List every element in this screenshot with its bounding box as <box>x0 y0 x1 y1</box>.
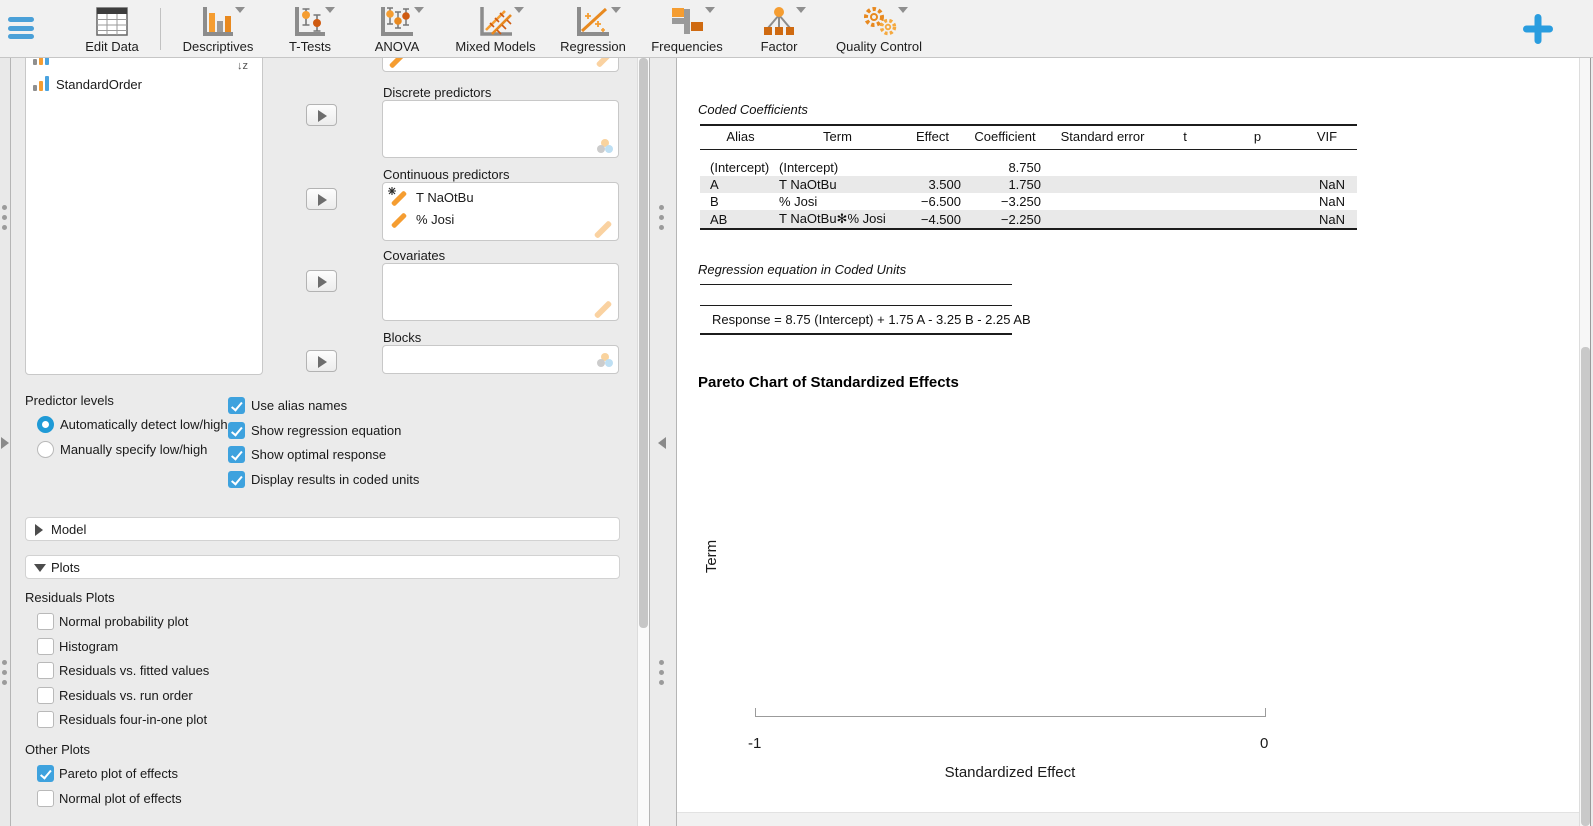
toolbar-item-label: Edit Data <box>85 39 139 54</box>
table-row <box>700 176 1357 193</box>
available-variables-list[interactable] <box>25 48 263 375</box>
cell <box>1045 176 1160 193</box>
column-header: Standard error <box>1045 125 1160 150</box>
cell: 8.750 <box>1008 160 1041 175</box>
panel-drag-handle[interactable] <box>659 205 666 235</box>
scale-type-hint-icon <box>594 220 612 238</box>
assign-covariates-button[interactable] <box>306 270 337 292</box>
cell <box>1210 193 1305 210</box>
checkbox-residuals-vs-run-order[interactable] <box>37 687 54 704</box>
other-plots-label: Other Plots <box>25 742 91 757</box>
cell: NaN <box>1305 176 1357 193</box>
toolbar-item-anova[interactable] <box>357 2 437 56</box>
checkbox-show-optimal-response-label[interactable]: Show optimal response <box>251 447 387 462</box>
chevron-right-icon <box>35 524 43 536</box>
cell: 3.500 <box>900 176 965 193</box>
checkbox-normal-plot-of-effects[interactable] <box>37 790 54 807</box>
cell: (Intercept) <box>710 160 770 175</box>
toolbar-item-t-tests[interactable] <box>270 2 350 56</box>
cell <box>1305 150 1357 177</box>
covariates-label: Covariates <box>383 248 446 263</box>
checkbox-use-alias-names-label[interactable]: Use alias names <box>251 398 348 413</box>
assign-continuous-button[interactable] <box>306 188 337 210</box>
toolbar-item-label: Frequencies <box>651 39 723 54</box>
toolbar-item-mixed-models[interactable] <box>448 2 543 56</box>
anova-icon <box>357 2 437 38</box>
chevron-down-icon[interactable] <box>796 7 806 13</box>
cell <box>1160 210 1210 229</box>
add-analysis-plus-icon[interactable] <box>1522 13 1554 45</box>
cell: −6.500 <box>920 194 961 209</box>
chevron-down-icon[interactable] <box>898 7 908 13</box>
radio-manual-specify-label[interactable]: Manually specify low/high <box>60 442 208 457</box>
checkbox-residuals-vs-fitted[interactable] <box>37 662 54 679</box>
regression-icon <box>548 2 638 38</box>
cell <box>1160 176 1210 193</box>
toolbar-item-label: ANOVA <box>374 39 420 54</box>
blocks-label: Blocks <box>383 330 422 345</box>
column-header: Term <box>775 125 900 150</box>
variable-pct-josi[interactable]: % Josi <box>416 212 455 227</box>
scrollbar-thumb[interactable] <box>639 58 648 628</box>
regression-equation-table <box>700 284 1031 335</box>
mixed-models-icon <box>448 2 543 38</box>
chart-tick-label: 0 <box>1260 735 1269 752</box>
panel-drag-handle[interactable] <box>659 660 666 690</box>
t-tests-icon <box>270 2 350 38</box>
toolbar-item-descriptives[interactable] <box>173 2 263 56</box>
radio-manual-specify[interactable] <box>37 441 54 458</box>
quality-control-icon <box>828 2 930 38</box>
chevron-down-icon <box>34 564 46 572</box>
checkbox-residuals-vs-fitted-label[interactable]: Residuals vs. fitted values <box>59 663 210 678</box>
toolbar-item-label: Factor <box>760 39 798 54</box>
column-header: Alias <box>700 125 775 150</box>
ordinal-variable-icon <box>33 76 49 91</box>
chart-y-axis-label: Term <box>703 539 721 574</box>
regression-equation-value: Response = 8.75 (Intercept) + 1.75 A - 3.25 B - 2.25 AB <box>700 306 1012 335</box>
toolbar-item-quality-control[interactable] <box>828 2 930 56</box>
checkbox-show-regression-equation[interactable] <box>228 422 245 439</box>
frequencies-icon <box>642 2 732 38</box>
assign-discrete-button[interactable] <box>306 104 337 126</box>
assign-blocks-button[interactable] <box>306 350 337 372</box>
chevron-down-icon[interactable] <box>235 7 245 13</box>
radio-auto-detect-label[interactable]: Automatically detect low/high <box>60 417 228 432</box>
pareto-chart-heading: Pareto Chart of Standardized Effects <box>698 374 959 391</box>
checkbox-display-coded-units-label[interactable]: Display results in coded units <box>251 472 420 487</box>
section-plots-label: Plots <box>51 560 80 575</box>
toolbar-separator <box>160 8 161 50</box>
checkbox-histogram[interactable] <box>37 638 54 655</box>
regression-equation-header <box>700 285 1012 306</box>
chart-axis-tick <box>755 708 756 717</box>
section-model-label: Model <box>51 522 87 537</box>
column-header: t <box>1160 125 1210 150</box>
chevron-down-icon[interactable] <box>414 7 424 13</box>
continuous-predictors-label: Continuous predictors <box>383 167 510 182</box>
column-header: Coefficient <box>965 125 1045 150</box>
chevron-down-icon[interactable] <box>611 7 621 13</box>
panel-drag-handle[interactable] <box>2 660 9 690</box>
cell: T NaOtBu✻% Josi <box>775 210 900 229</box>
window-left-edge <box>0 58 11 826</box>
column-header: Effect <box>900 125 965 150</box>
discrete-predictors-label: Discrete predictors <box>383 85 492 100</box>
checkbox-normal-probability-plot[interactable] <box>37 613 54 630</box>
nominal-type-hint-icon <box>597 353 613 367</box>
checkbox-residuals-four-in-one-label[interactable]: Residuals four-in-one plot <box>59 712 208 727</box>
checkbox-show-regression-equation-label[interactable]: Show regression equation <box>251 423 402 438</box>
toolbar-item-factor[interactable] <box>744 2 814 56</box>
coded-coefficients-table <box>700 124 1357 230</box>
checkbox-normal-plot-of-effects-label[interactable]: Normal plot of effects <box>59 791 182 806</box>
checkbox-pareto-plot-of-effects-label[interactable]: Pareto plot of effects <box>59 766 178 781</box>
toolbar-item-label: Descriptives <box>182 39 254 54</box>
residuals-plots-label: Residuals Plots <box>25 590 115 605</box>
predictor-levels-label: Predictor levels <box>25 393 114 408</box>
chevron-down-icon[interactable] <box>705 7 715 13</box>
cell: AB <box>700 210 775 229</box>
cell: −2.250 <box>965 210 1045 229</box>
descriptives-icon <box>173 2 263 38</box>
cell: (Intercept) <box>779 160 839 175</box>
edit-data-icon <box>67 2 157 38</box>
cell <box>1045 193 1160 210</box>
sort-variables-icon[interactable]: ↓z <box>237 60 248 72</box>
table-row <box>700 150 1357 177</box>
checkbox-histogram-label[interactable]: Histogram <box>59 639 119 654</box>
cell <box>1045 210 1160 229</box>
section-plots[interactable] <box>25 555 620 579</box>
toolbar-item-label: T-Tests <box>289 39 331 54</box>
checkbox-display-coded-units[interactable] <box>228 471 245 488</box>
regression-equation-title: Regression equation in Coded Units <box>698 262 907 277</box>
table-row <box>700 210 1357 229</box>
cell: 1.750 <box>965 176 1045 193</box>
collapse-options-panel-arrow-icon[interactable] <box>658 437 666 449</box>
checkbox-residuals-four-in-one[interactable] <box>37 711 54 728</box>
table-row <box>700 193 1357 210</box>
toolbar-item-label: Regression <box>560 39 626 54</box>
covariates-field[interactable] <box>382 263 619 321</box>
scale-type-hint-icon <box>594 300 612 318</box>
scale-variable-icon <box>391 190 407 206</box>
hamburger-menu-icon[interactable] <box>8 17 34 41</box>
toolbar-item-edit-data[interactable] <box>67 2 157 56</box>
chart-x-axis-line <box>755 716 1266 717</box>
cell: NaN <box>1305 210 1357 229</box>
cell: B <box>710 194 719 209</box>
cell <box>1160 193 1210 210</box>
discrete-predictors-field[interactable] <box>382 100 619 158</box>
toolbar-item-label: Quality Control <box>836 39 922 54</box>
toolbar-item-frequencies[interactable] <box>642 2 732 56</box>
panel-splitter[interactable] <box>649 58 677 826</box>
results-scrollbar[interactable] <box>1579 58 1591 826</box>
results-footer-strip <box>677 812 1579 826</box>
active-variable-star-icon <box>388 187 396 195</box>
checkbox-show-optimal-response[interactable] <box>228 446 245 463</box>
expand-data-panel-arrow-icon[interactable] <box>1 437 9 449</box>
cell <box>1210 150 1305 177</box>
scrollbar-thumb[interactable] <box>1581 347 1590 826</box>
cell <box>900 150 965 177</box>
checkbox-pareto-plot-of-effects[interactable] <box>37 765 54 782</box>
options-panel-scrollbar[interactable] <box>637 58 649 826</box>
chart-axis-tick <box>1265 708 1266 717</box>
cell: −3.250 <box>1000 194 1041 209</box>
cell: A <box>700 176 775 193</box>
checkbox-use-alias-names[interactable] <box>228 397 245 414</box>
variable-standardorder[interactable]: StandardOrder <box>56 77 142 92</box>
checkbox-normal-probability-plot-label[interactable]: Normal probability plot <box>59 614 189 629</box>
section-model[interactable] <box>25 517 620 541</box>
radio-auto-detect[interactable] <box>37 416 54 433</box>
cell: % Josi <box>779 194 818 209</box>
cell <box>1045 150 1160 177</box>
column-header: p <box>1210 125 1305 150</box>
cell: NaN <box>1318 194 1345 209</box>
nominal-type-hint-icon <box>597 139 613 153</box>
cell <box>1160 150 1210 177</box>
chevron-down-icon[interactable] <box>514 7 524 13</box>
variable-t-naotbu[interactable]: T NaOtBu <box>416 190 474 205</box>
main-toolbar <box>0 0 1593 58</box>
cell <box>1210 176 1305 193</box>
toolbar-item-regression[interactable] <box>548 2 638 56</box>
panel-drag-handle[interactable] <box>2 205 9 235</box>
blocks-field[interactable] <box>382 345 619 374</box>
toolbar-item-label: Mixed Models <box>455 39 536 54</box>
chart-tick-label: -1 <box>748 735 762 752</box>
column-header: VIF <box>1305 125 1357 150</box>
cell <box>1210 210 1305 229</box>
chevron-down-icon[interactable] <box>325 7 335 13</box>
chart-x-axis-label: Standardized Effect <box>944 764 1076 781</box>
cell: T NaOtBu <box>775 176 900 193</box>
checkbox-residuals-vs-run-order-label[interactable]: Residuals vs. run order <box>59 688 193 703</box>
cell: −4.500 <box>900 210 965 229</box>
scale-variable-icon <box>391 212 407 228</box>
coded-coefficients-title: Coded Coefficients <box>698 102 808 117</box>
